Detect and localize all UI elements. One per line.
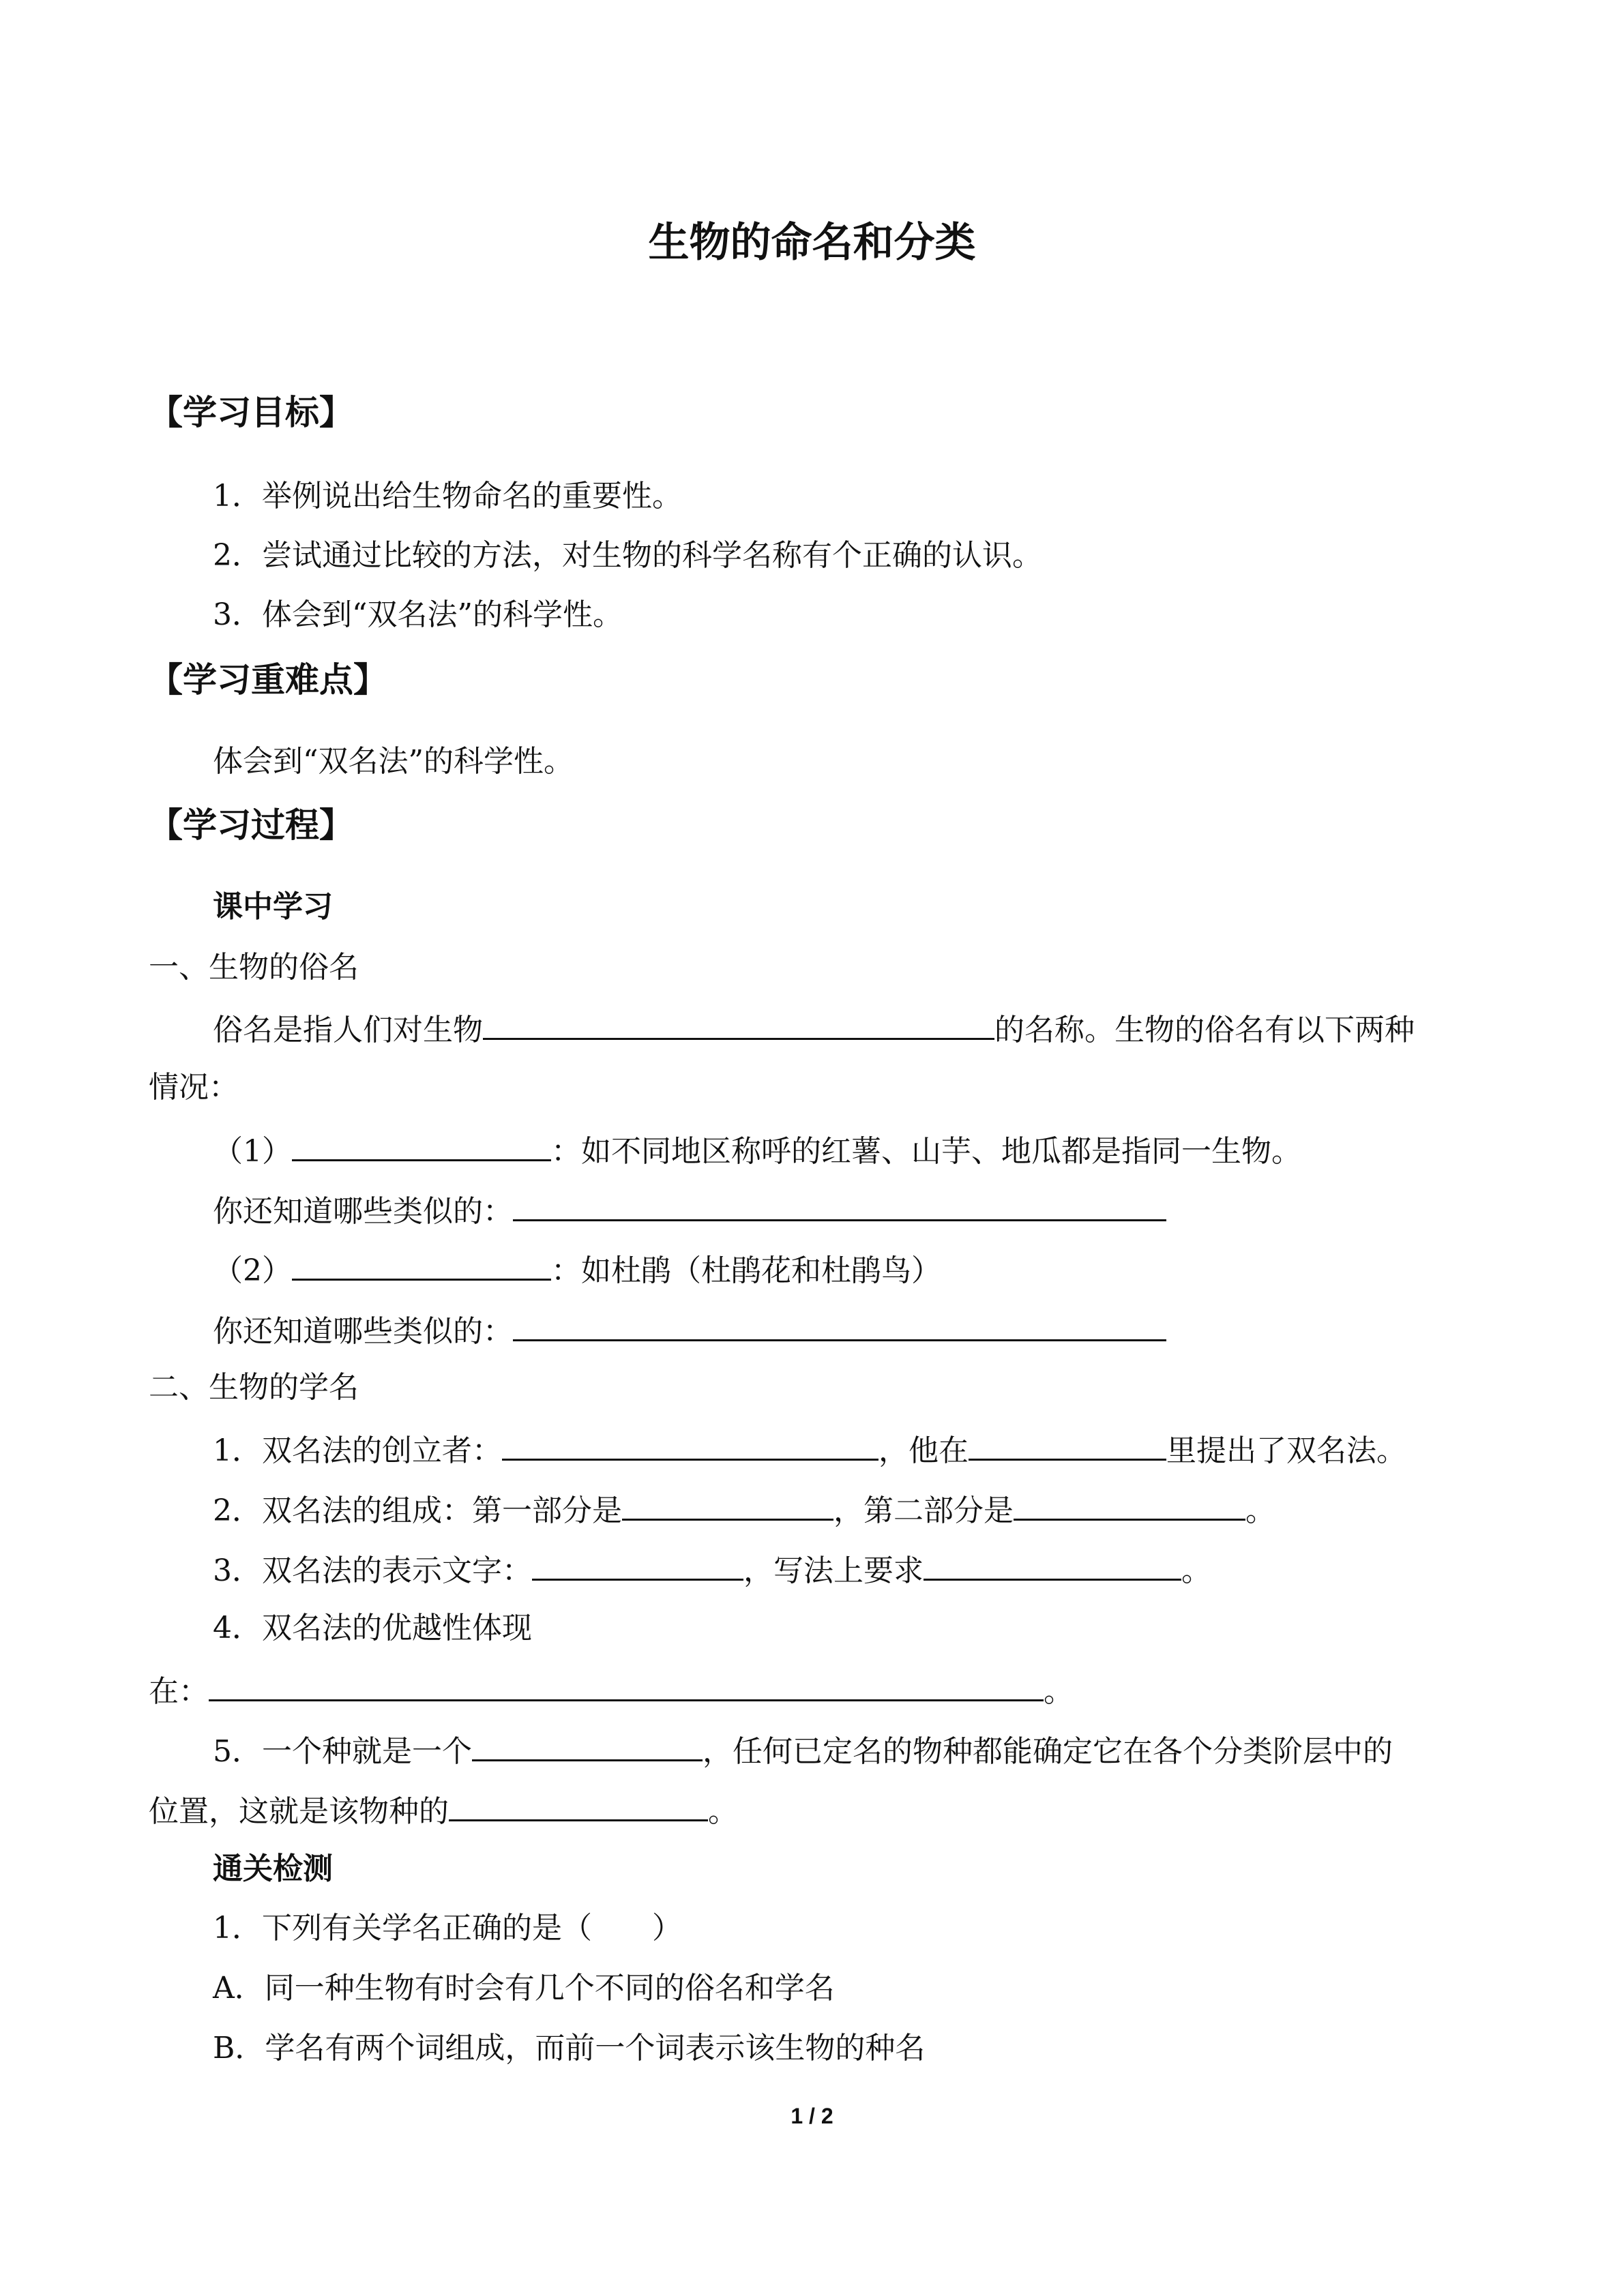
common-name-definition xyxy=(213,1008,1415,1049)
binomial-q4-a: 4．双名法的优越性体现 xyxy=(213,1611,532,1645)
test-option-a[interactable]: A．同一种生物有时会有几个不同的俗名和学名 xyxy=(213,1971,835,2006)
keypoint-text: 体会到“双名法”的科学性。 xyxy=(213,744,574,779)
binomial-q3 xyxy=(213,1549,1211,1590)
q2-text-b: ，第二部分是 xyxy=(833,1493,1014,1528)
test-question-1: 1．下列有关学名正确的是（ ） xyxy=(213,1911,682,1945)
blank-first-part[interactable] xyxy=(622,1489,833,1521)
blank-writing-rule[interactable] xyxy=(924,1549,1181,1581)
case-2 xyxy=(213,1249,941,1290)
q1-text-a: 1．双名法的创立者： xyxy=(213,1433,502,1468)
binomial-q1 xyxy=(213,1429,1406,1470)
def-text-b: 的名称。生物的俗名有以下两种 xyxy=(994,1013,1415,1047)
binomial-q2 xyxy=(213,1489,1275,1530)
q3-text-c: 。 xyxy=(1181,1553,1211,1588)
similar2-label: 你还知道哪些类似的： xyxy=(213,1314,513,1349)
case2-text: ：如杜鹃（杜鹃花和杜鹃鸟） xyxy=(551,1253,941,1288)
q3-text-b: ，写法上要求 xyxy=(743,1553,924,1588)
part2-heading: 二、生物的学名 xyxy=(149,1370,359,1405)
q4-text-c: 。 xyxy=(1044,1674,1074,1709)
section-keypoints-heading: 【学习重难点】 xyxy=(149,660,387,700)
blank-species-unit[interactable] xyxy=(472,1729,703,1761)
similar1-label: 你还知道哪些类似的： xyxy=(213,1194,513,1229)
q3-text-a: 3．双名法的表示文字： xyxy=(213,1553,532,1588)
q1-text-c: 里提出了双名法。 xyxy=(1166,1433,1406,1468)
part1-heading: 一、生物的俗名 xyxy=(149,950,359,985)
q2-text-c: 。 xyxy=(1245,1493,1275,1528)
binomial-q5-b xyxy=(149,1789,738,1831)
section-process-heading: 【学习过程】 xyxy=(149,805,353,845)
blank-classification[interactable] xyxy=(449,1789,708,1821)
q5-text-a: 5．一个种就是一个 xyxy=(213,1734,472,1769)
blank-case-1[interactable] xyxy=(292,1129,551,1161)
blank-work[interactable] xyxy=(969,1429,1166,1461)
page-title: 生物的命名和分类 xyxy=(648,219,976,267)
similar-1 xyxy=(213,1189,1166,1231)
binomial-q5-a xyxy=(213,1729,1393,1771)
def-text-a: 俗名是指人们对生物 xyxy=(213,1013,483,1047)
in-class-heading: 课中学习 xyxy=(213,889,333,924)
similar-2 xyxy=(213,1309,1166,1351)
q2-text-a: 2．双名法的组成：第一部分是 xyxy=(213,1493,622,1528)
blank-similar-1[interactable] xyxy=(513,1189,1166,1221)
q5-text-b: ，任何已定名的物种都能确定它在各个分类阶层中的 xyxy=(703,1734,1393,1769)
case1-text: ：如不同地区称呼的红薯、山芋、地瓜都是指同一生物。 xyxy=(551,1134,1301,1169)
blank-language[interactable] xyxy=(532,1549,743,1581)
test-heading: 通关检测 xyxy=(213,1851,333,1886)
binomial-q4-b xyxy=(149,1669,1074,1711)
blank-founder[interactable] xyxy=(502,1429,879,1461)
blank-case-2[interactable] xyxy=(292,1249,551,1281)
blank-similar-2[interactable] xyxy=(513,1309,1166,1341)
q5-text-c: 位置，这就是该物种的 xyxy=(149,1794,449,1829)
case-1 xyxy=(213,1129,1301,1171)
case1-label: （1） xyxy=(213,1134,292,1169)
objective-2: 2．尝试通过比较的方法，对生物的科学名称有个正确的认识。 xyxy=(213,538,1042,573)
q1-text-b: ，他在 xyxy=(879,1433,969,1468)
objective-3: 3．体会到“双名法”的科学性。 xyxy=(213,597,623,632)
section-objectives-heading: 【学习目标】 xyxy=(149,393,353,432)
blank-common-name-def[interactable] xyxy=(483,1008,994,1040)
page-number: 1 / 2 xyxy=(791,2104,833,2128)
q5-text-d: 。 xyxy=(708,1794,738,1829)
blank-second-part[interactable] xyxy=(1014,1489,1245,1521)
case2-label: （2） xyxy=(213,1253,292,1288)
blank-advantage[interactable] xyxy=(209,1669,1044,1701)
test-option-b[interactable]: B．学名有两个词组成，而前一个词表示该生物的种名 xyxy=(213,2031,926,2066)
objective-1: 1．举例说出给生物命名的重要性。 xyxy=(213,479,682,513)
def-text-c: 情况： xyxy=(149,1070,239,1105)
q4-text-b: 在： xyxy=(149,1674,209,1709)
